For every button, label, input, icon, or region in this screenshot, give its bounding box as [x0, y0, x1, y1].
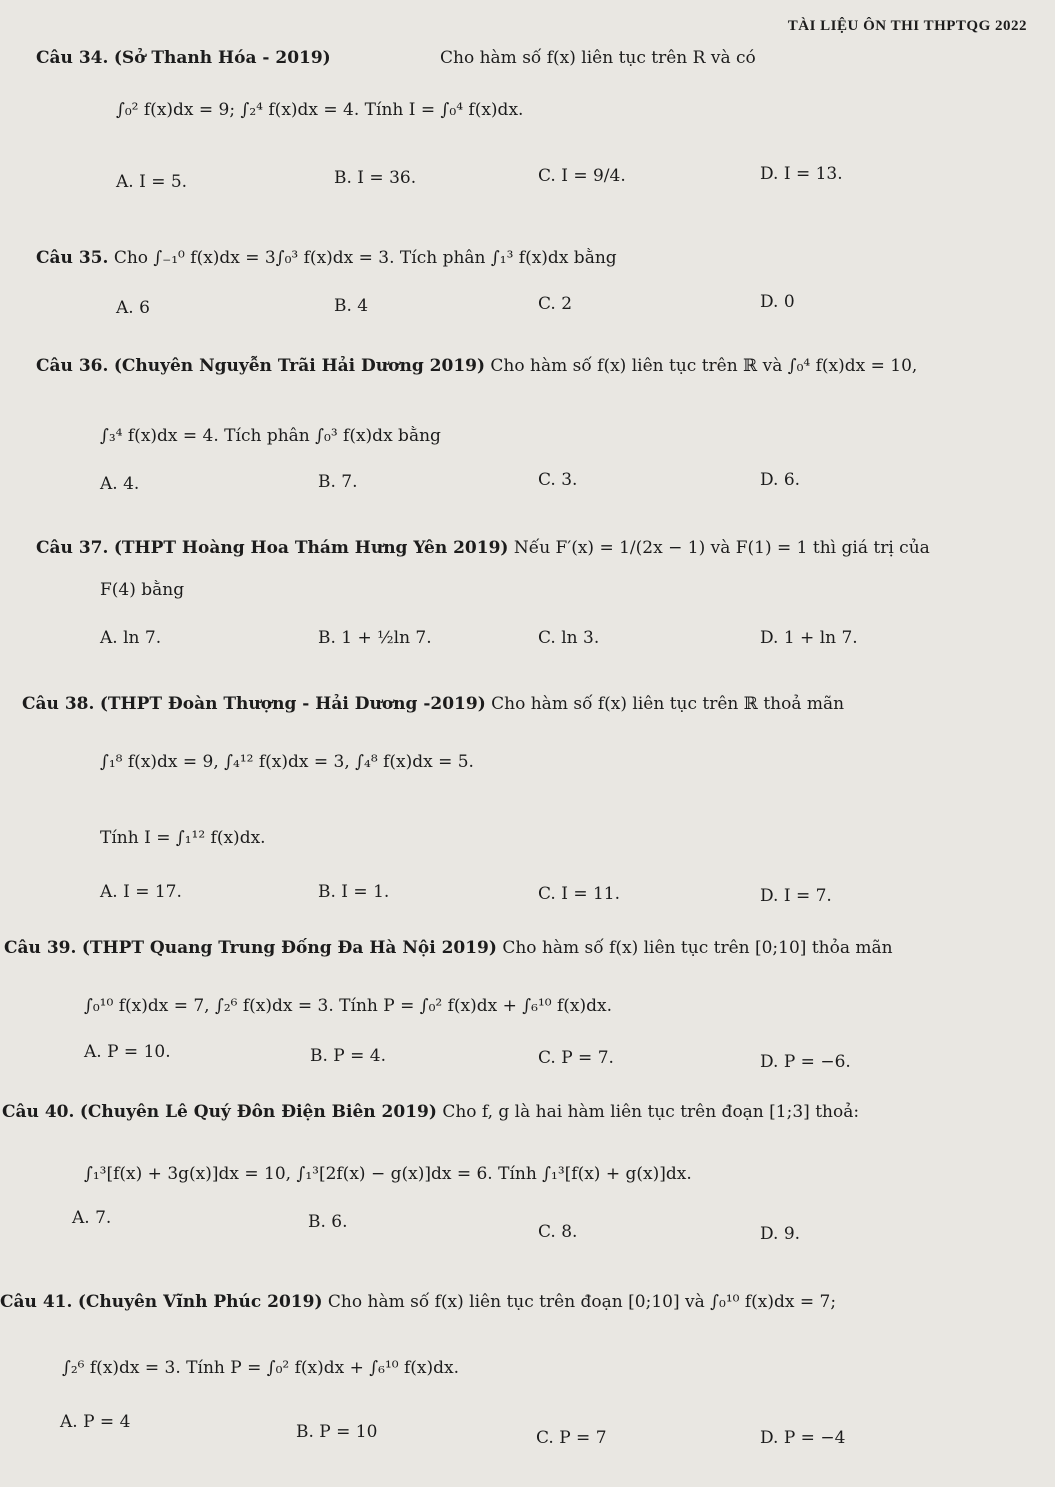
question-intro: Cho hàm số f(x) liên tục trên R và có	[440, 48, 756, 68]
option-c: C. 2	[538, 294, 573, 314]
question-source: (Chuyên Lê Quý Đôn Điện Biên 2019)	[79, 1102, 437, 1122]
option-a: A. I = 17.	[100, 882, 182, 902]
question-given: ∫₁³[f(x) + 3g(x)]dx = 10, ∫₁³[2f(x) − g(x)]dx = 6. Tính ∫₁³[f(x) + g(x)]dx.	[84, 1164, 692, 1184]
question-source: (Chuyên Vĩnh Phúc 2019)	[77, 1292, 323, 1312]
option-b: B. 7.	[318, 472, 358, 492]
question-number: Câu 40.	[2, 1102, 75, 1122]
question-number: Câu 36.	[36, 356, 109, 376]
option-a: A. 4.	[100, 474, 140, 494]
option-d: D. I = 7.	[760, 886, 832, 906]
question-source: (THPT Hoàng Hoa Thám Hưng Yên 2019)	[113, 538, 509, 558]
option-a: A. P = 10.	[84, 1042, 171, 1062]
question-given: ∫₂⁶ f(x)dx = 3. Tính P = ∫₀² f(x)dx + ∫₆¹⁰ f(x)dx.	[62, 1358, 460, 1378]
option-c: C. I = 11.	[538, 884, 621, 904]
option-d: D. 6.	[760, 470, 801, 490]
question-number: Câu 39.	[4, 938, 77, 958]
question-source: (Chuyên Nguyễn Trãi Hải Dương 2019)	[113, 356, 486, 376]
option-d: D. P = −4	[760, 1428, 846, 1448]
question-number: Câu 41.	[0, 1292, 73, 1312]
option-d: D. P = −6.	[760, 1052, 851, 1072]
question-intro: Cho f, g là hai hàm liên tục trên đoạn [1;3] thoả:	[442, 1102, 860, 1122]
option-c: C. P = 7.	[538, 1048, 614, 1068]
page-header: TÀI LIỆU ÔN THI THPTQG 2022	[787, 18, 1027, 34]
question-intro: Cho hàm số f(x) liên tục trên ℝ và ∫₀⁴ f(x)dx = 10,	[490, 356, 918, 376]
question-number: Câu 38.	[22, 694, 95, 714]
question-intro: Cho hàm số f(x) liên tục trên [0;10] thỏa mãn	[502, 938, 893, 958]
question-intro: Cho hàm số f(x) liên tục trên ℝ thoả mãn	[491, 694, 845, 714]
option-b: B. I = 36.	[334, 168, 417, 188]
option-d: D. 9.	[760, 1224, 801, 1244]
question-source: (THPT Đoàn Thượng - Hải Dương -2019)	[99, 694, 486, 714]
question-number: Câu 34.	[36, 48, 109, 68]
option-a: A. P = 4	[60, 1412, 131, 1432]
question-given: ∫₀¹⁰ f(x)dx = 7, ∫₂⁶ f(x)dx = 3. Tính P = ∫₀² f(x)dx + ∫₆¹⁰ f(x)dx.	[84, 996, 613, 1016]
question-given: ∫₁⁸ f(x)dx = 9, ∫₄¹² f(x)dx = 3, ∫₄⁸ f(x)dx = 5.	[100, 752, 474, 772]
option-a: A. I = 5.	[116, 172, 188, 192]
option-a: A. 7.	[72, 1208, 112, 1228]
option-c: C. P = 7	[536, 1428, 607, 1448]
option-b: B. P = 10	[296, 1422, 378, 1442]
option-c: C. ln 3.	[538, 628, 600, 648]
option-c: C. 8.	[538, 1222, 578, 1242]
option-b: B. 4	[334, 296, 369, 316]
question-intro: Nếu F′(x) = 1/(2x − 1) và F(1) = 1 thì giá trị của	[513, 538, 930, 558]
option-c: C. 3.	[538, 470, 578, 490]
option-d: D. 0	[760, 292, 795, 312]
question-source: (THPT Quang Trung Đống Đa Hà Nội 2019)	[81, 938, 497, 958]
option-d: D. 1 + ln 7.	[760, 628, 858, 648]
question-text: Cho ∫₋₁⁰ f(x)dx = 3∫₀³ f(x)dx = 3. Tích phân ∫₁³ f(x)dx bằng	[113, 248, 617, 268]
question-ask: Tính I = ∫₁¹² f(x)dx.	[100, 828, 266, 848]
option-a: A. ln 7.	[100, 628, 162, 648]
option-b: B. I = 1.	[318, 882, 390, 902]
question-intro: Cho hàm số f(x) liên tục trên đoạn [0;10] và ∫₀¹⁰ f(x)dx = 7;	[327, 1292, 837, 1312]
option-c: C. I = 9/4.	[538, 166, 626, 186]
option-b: B. P = 4.	[310, 1046, 387, 1066]
question-given: ∫₀² f(x)dx = 9; ∫₂⁴ f(x)dx = 4. Tính I = ∫₀⁴ f(x)dx.	[116, 100, 524, 120]
option-b: B. 1 + ½ln 7.	[318, 628, 432, 648]
question-given: ∫₃⁴ f(x)dx = 4. Tích phân ∫₀³ f(x)dx bằng	[100, 426, 441, 446]
option-d: D. I = 13.	[760, 164, 843, 184]
question-given: F(4) bằng	[100, 580, 185, 600]
option-b: B. 6.	[308, 1212, 348, 1232]
question-number: Câu 35.	[36, 248, 109, 268]
question-number: Câu 37.	[36, 538, 109, 558]
question-source: (Sở Thanh Hóa - 2019)	[113, 48, 331, 68]
option-a: A. 6	[116, 298, 150, 318]
